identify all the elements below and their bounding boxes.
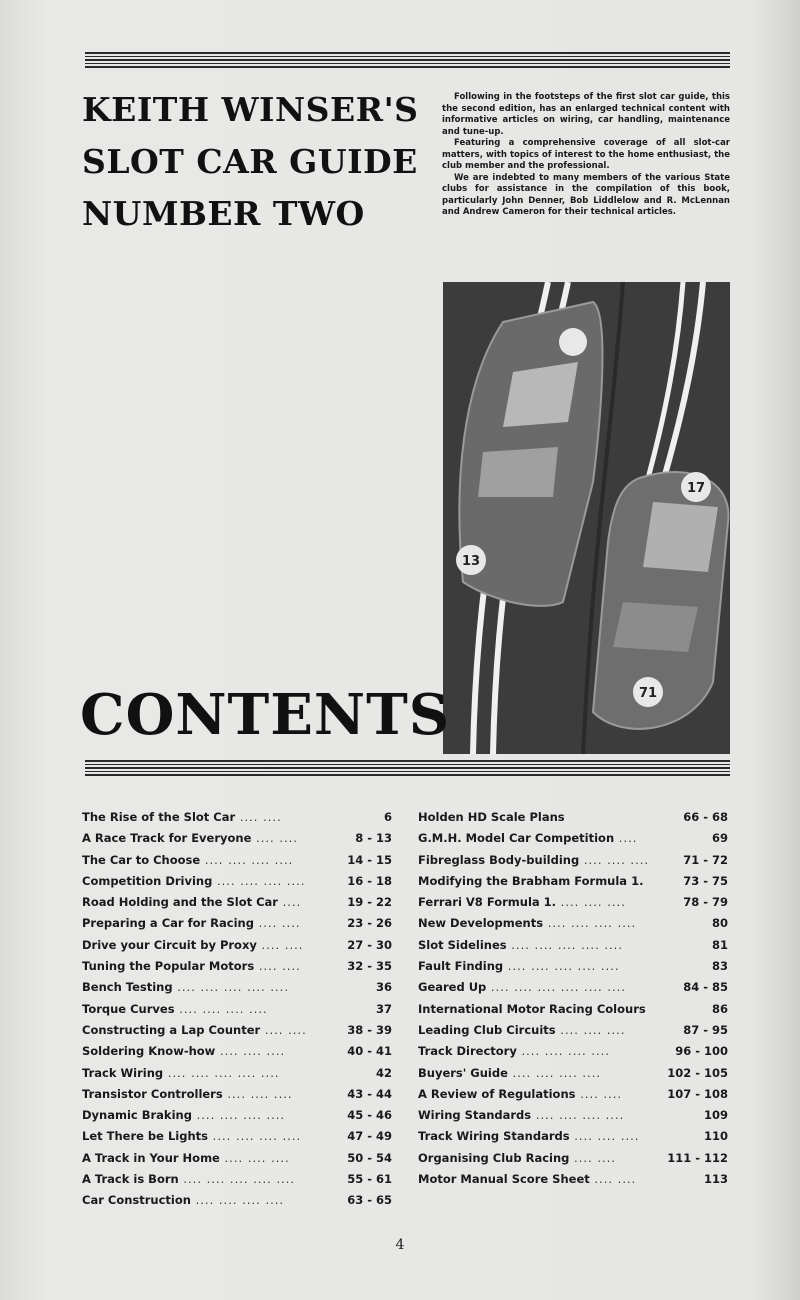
toc-entry-pages: 42 [375, 1065, 392, 1080]
toc-entry-pages: 45 - 46 [347, 1108, 392, 1123]
toc-entry [82, 916, 392, 937]
top-rule [85, 52, 730, 70]
toc-leader-dots: .... .... [575, 1086, 623, 1101]
toc-title-text: Geared Up [418, 980, 487, 995]
toc-title-text: Fault Finding [418, 959, 504, 974]
toc-entry [82, 895, 392, 916]
toc-entry-title [418, 810, 666, 824]
toc-entry [418, 810, 728, 831]
toc-entry-title [82, 959, 330, 973]
toc-entry-pages: 102 - 105 [667, 1065, 728, 1080]
toc-leader-dots: .... .... [256, 937, 304, 952]
toc-title-text: Wiring Standards [418, 1108, 532, 1123]
contents-bottom-rule [85, 760, 730, 778]
toc-entry-title [82, 810, 330, 824]
toc-entry-pages: 8 - 13 [355, 831, 392, 846]
toc-entry-pages: 81 [711, 937, 728, 952]
toc-entry-pages: 38 - 39 [347, 1022, 392, 1037]
toc-title-text: Dynamic Braking [82, 1108, 192, 1123]
toc-leader-dots: .... .... .... .... [212, 873, 306, 888]
toc-entry [82, 831, 392, 852]
toc-title-text: Ferrari V8 Formula 1. [418, 895, 557, 910]
toc-entry-pages: 19 - 22 [347, 895, 392, 910]
toc-title-text: A Track in Your Home [82, 1150, 220, 1165]
toc-entry-pages: 43 - 44 [347, 1086, 392, 1101]
toc-entry-title [82, 1023, 330, 1037]
toc-entry [82, 1002, 392, 1023]
toc-leader-dots: .... .... .... [219, 1150, 290, 1165]
toc-entry [418, 831, 728, 852]
toc-entry-title [82, 853, 330, 867]
slot-car-photo-drawing [443, 282, 730, 754]
toc-entry [418, 853, 728, 874]
toc-title-text: Motor Manual Score Sheet [418, 1172, 590, 1187]
toc-entry-title [82, 1002, 330, 1016]
toc-entry-pages: 47 - 49 [347, 1129, 392, 1144]
toc-leader-dots: .... .... .... [579, 852, 650, 867]
toc-entry [418, 938, 728, 959]
toc-entry [82, 1193, 392, 1214]
toc-entry-title [82, 938, 330, 952]
toc-entry-pages: 87 - 95 [683, 1022, 728, 1037]
toc-leader-dots: .... .... .... .... .... [503, 959, 620, 974]
toc-entry-title [82, 980, 330, 994]
toc-leader-dots: .... .... .... .... [174, 1001, 268, 1016]
toc-entry-title [82, 1151, 330, 1165]
toc-title-text: New Developments [418, 916, 544, 931]
toc-entry-pages: 84 - 85 [683, 980, 728, 995]
toc-entry-title [82, 1066, 330, 1080]
toc-entry-pages: 55 - 61 [347, 1172, 392, 1187]
toc-title-text: Torque Curves [82, 1001, 175, 1016]
car-number: 13 [461, 554, 481, 569]
toc-title-text: Constructing a Lap Counter [82, 1022, 261, 1037]
toc-left-column [82, 810, 392, 1215]
toc-entry-title [82, 1193, 330, 1207]
toc-entry-pages: 71 - 72 [683, 852, 728, 867]
toc-entry-pages: 83 [711, 959, 728, 974]
toc-entry-pages: 111 - 112 [667, 1150, 728, 1165]
toc-leader-dots: .... .... [260, 1022, 307, 1037]
toc-title-text: G.M.H. Model Car Competition [418, 831, 615, 846]
toc-title-text: Competition Driving [82, 873, 213, 888]
toc-entry [82, 1129, 392, 1150]
toc-entry [418, 959, 728, 980]
toc-title-text: Buyers' Guide [418, 1065, 508, 1080]
toc-entry-pages: 40 - 41 [347, 1044, 392, 1059]
toc-entry-pages: 63 - 65 [347, 1193, 392, 1208]
toc-entry-title [418, 1044, 666, 1058]
toc-entry [418, 1151, 728, 1172]
toc-entry-pages: 14 - 15 [347, 852, 392, 867]
slot-car-photo [443, 282, 730, 754]
toc-entry-pages: 32 - 35 [347, 959, 392, 974]
toc-leader-dots: .... .... .... .... [191, 1108, 286, 1123]
toc-leader-dots: .... [277, 895, 302, 910]
toc-entry-pages: 113 [703, 1172, 728, 1187]
toc-entry-title [82, 874, 330, 888]
toc-entry [82, 980, 392, 1001]
toc-entry [82, 938, 392, 959]
toc-title-text: Transistor Controllers [82, 1086, 223, 1101]
toc-entry-pages: 80 [711, 916, 728, 931]
toc-entry [82, 1172, 392, 1193]
toc-entry-pages: 96 - 100 [675, 1044, 728, 1059]
toc-entry-title [418, 1129, 666, 1143]
toc-entry-pages: 6 [383, 810, 392, 824]
toc-entry [82, 1023, 392, 1044]
toc-title-text: Organising Club Racing [418, 1150, 570, 1165]
toc-leader-dots: .... .... .... [569, 1129, 640, 1144]
toc-leader-dots: .... .... .... .... .... [163, 1065, 280, 1080]
book-title [82, 84, 442, 240]
toc-entry-title [418, 1172, 666, 1186]
toc-entry-title [418, 1002, 666, 1016]
toc-entry [418, 1002, 728, 1023]
toc-entry [418, 1044, 728, 1065]
toc-leader-dots: .... .... .... [556, 895, 626, 910]
toc-entry-pages: 109 [703, 1108, 728, 1123]
toc-entry-pages: 107 - 108 [667, 1086, 728, 1101]
toc-title-text: Track Wiring Standards [418, 1129, 570, 1144]
toc-entry-pages: 69 [711, 831, 728, 846]
toc-right-column [418, 810, 728, 1193]
toc-entry-title [418, 853, 666, 867]
toc-entry-title [82, 1108, 330, 1122]
toc-leader-dots: .... .... .... .... .... [172, 980, 289, 995]
toc-entry [418, 895, 728, 916]
toc-entry-pages: 78 - 79 [683, 895, 728, 910]
toc-leader-dots: .... .... .... .... [190, 1193, 285, 1208]
toc-entry [418, 1023, 728, 1044]
contents-heading: CONTENTS [80, 682, 451, 748]
toc-title-text: A Race Track for Everyone [82, 831, 252, 846]
toc-entry-title [418, 959, 666, 973]
toc-entry [418, 1087, 728, 1108]
toc-entry-pages: 37 [375, 1001, 392, 1016]
toc-entry-title [418, 895, 666, 909]
toc-leader-dots: .... [614, 831, 638, 846]
toc-entry-title [418, 1151, 666, 1165]
toc-entry-pages: 23 - 26 [347, 916, 392, 931]
toc-entry-title [418, 1066, 666, 1080]
car-number: 17 [686, 481, 706, 496]
intro-text [442, 92, 730, 219]
toc-leader-dots: .... .... .... [222, 1086, 293, 1101]
toc-leader-dots: .... .... .... .... .... [506, 937, 623, 952]
toc-entry-title [82, 1044, 330, 1058]
toc-entry [82, 1044, 392, 1065]
toc-title-text: A Track is Born [82, 1172, 179, 1187]
toc-entry-title [418, 938, 666, 952]
toc-entry-title [82, 1087, 330, 1101]
toc-leader-dots: .... .... .... .... [531, 1108, 625, 1123]
toc-entry [82, 874, 392, 895]
toc-title-text: The Rise of the Slot Car [82, 810, 236, 824]
toc-entry-title [82, 916, 330, 930]
toc-entry [82, 1108, 392, 1129]
toc-entry [82, 1151, 392, 1172]
toc-entry-title [418, 1023, 666, 1037]
toc-title-text: Soldering Know-how [82, 1044, 216, 1059]
toc-leader-dots: .... .... [589, 1172, 637, 1187]
toc-entry [82, 1066, 392, 1087]
toc-leader-dots: .... .... .... .... [507, 1065, 602, 1080]
toc-entry-title [82, 831, 330, 845]
toc-title-text: Track Directory [418, 1044, 517, 1059]
title-line: KEITH WINSER'S [82, 90, 419, 129]
toc-leader-dots: .... .... .... .... [543, 916, 637, 931]
toc-entry [82, 959, 392, 980]
intro-paragraph: Featuring a comprehensive coverage of all slot-car matters, with topics of interest to the home enthusiast, the club member and the professional. [442, 138, 730, 171]
toc-entry-title [82, 1172, 330, 1186]
toc-leader-dots: .... .... .... .... .... .... [486, 980, 626, 995]
toc-entry [418, 916, 728, 937]
toc-entry-pages: 16 - 18 [347, 873, 392, 888]
car-number: 71 [638, 686, 658, 701]
toc-title-text: Preparing a Car for Racing [82, 916, 254, 931]
toc-title-text: A Review of Regulations [418, 1086, 576, 1101]
car-17-71 [593, 472, 728, 729]
toc-entry [82, 810, 392, 831]
toc-entry [418, 1129, 728, 1150]
toc-entry-pages: 66 - 68 [683, 810, 728, 824]
toc-title-text: Tuning the Popular Motors [82, 959, 255, 974]
toc-entry [82, 853, 392, 874]
toc-entry-pages: 73 - 75 [683, 873, 728, 888]
toc-entry [82, 1087, 392, 1108]
toc-entry-title [418, 916, 666, 930]
toc-entry [418, 874, 728, 895]
toc-title-text: Fibreglass Body-building [418, 852, 580, 867]
toc-title-text: Leading Club Circuits [418, 1022, 556, 1037]
toc-entry [418, 1172, 728, 1193]
toc-entry-title [82, 1129, 330, 1143]
toc-entry [418, 1066, 728, 1087]
toc-title-text: Holden HD Scale Plans [418, 810, 565, 824]
toc-leader-dots: .... .... [251, 831, 298, 846]
title-line: NUMBER TWO [82, 194, 365, 233]
toc-title-text: Track Wiring [82, 1065, 164, 1080]
page-number: 4 [395, 1237, 405, 1253]
toc-entry-pages: 86 [711, 1001, 728, 1016]
toc-title-text: Car Construction [82, 1193, 191, 1208]
toc-leader-dots: .... .... .... .... .... [178, 1172, 296, 1187]
toc-leader-dots: .... .... [235, 810, 282, 824]
toc-entry-pages: 110 [703, 1129, 728, 1144]
toc-leader-dots: .... .... .... [555, 1022, 626, 1037]
toc-entry [418, 1108, 728, 1129]
toc-title-text: Bench Testing [82, 980, 173, 995]
toc-title-text: The Car to Choose [82, 852, 201, 867]
toc-leader-dots: .... .... [254, 959, 301, 974]
toc-leader-dots: .... .... [569, 1150, 616, 1165]
toc-leader-dots: .... .... [253, 916, 301, 931]
toc-title-text: Slot Sidelines [418, 937, 507, 952]
toc-entry-title [418, 980, 666, 994]
toc-title-text: International Motor Racing Colours [418, 1001, 646, 1016]
toc-title-text: Modifying the Brabham Formula 1. [418, 873, 644, 888]
toc-title-text: Road Holding and the Slot Car [82, 895, 278, 910]
toc-entry-title [418, 874, 666, 888]
toc-leader-dots: .... .... .... .... [516, 1044, 610, 1059]
toc-entry-title [418, 1087, 666, 1101]
toc-entry-pages: 50 - 54 [347, 1150, 392, 1165]
toc-leader-dots: .... .... .... .... [208, 1129, 302, 1144]
toc-entry [418, 980, 728, 1001]
intro-paragraph: Following in the footsteps of the first slot car guide, this the second edition, has an enlarged technical content with informative articles on wiring, car handling, maintenance and tune-up. [442, 92, 730, 137]
toc-title-text: Drive your Circuit by Proxy [82, 937, 257, 952]
toc-entry-title [82, 895, 330, 909]
toc-entry-pages: 36 [375, 980, 392, 995]
title-line: SLOT CAR GUIDE [82, 142, 418, 181]
intro-paragraph: We are indebted to many members of the various State clubs for assistance in the compilation of this book, particularly John Denner, Bob Liddlelow and R. McLennan and Andrew Cameron for their technical articles. [442, 172, 730, 217]
toc-entry-pages: 27 - 30 [347, 937, 392, 952]
toc-leader-dots: .... .... .... [215, 1044, 286, 1059]
toc-leader-dots: .... .... .... .... [200, 852, 294, 867]
toc-entry-title [418, 1108, 666, 1122]
toc-title-text: Let There be Lights [82, 1129, 209, 1144]
toc-entry-title [418, 831, 666, 845]
